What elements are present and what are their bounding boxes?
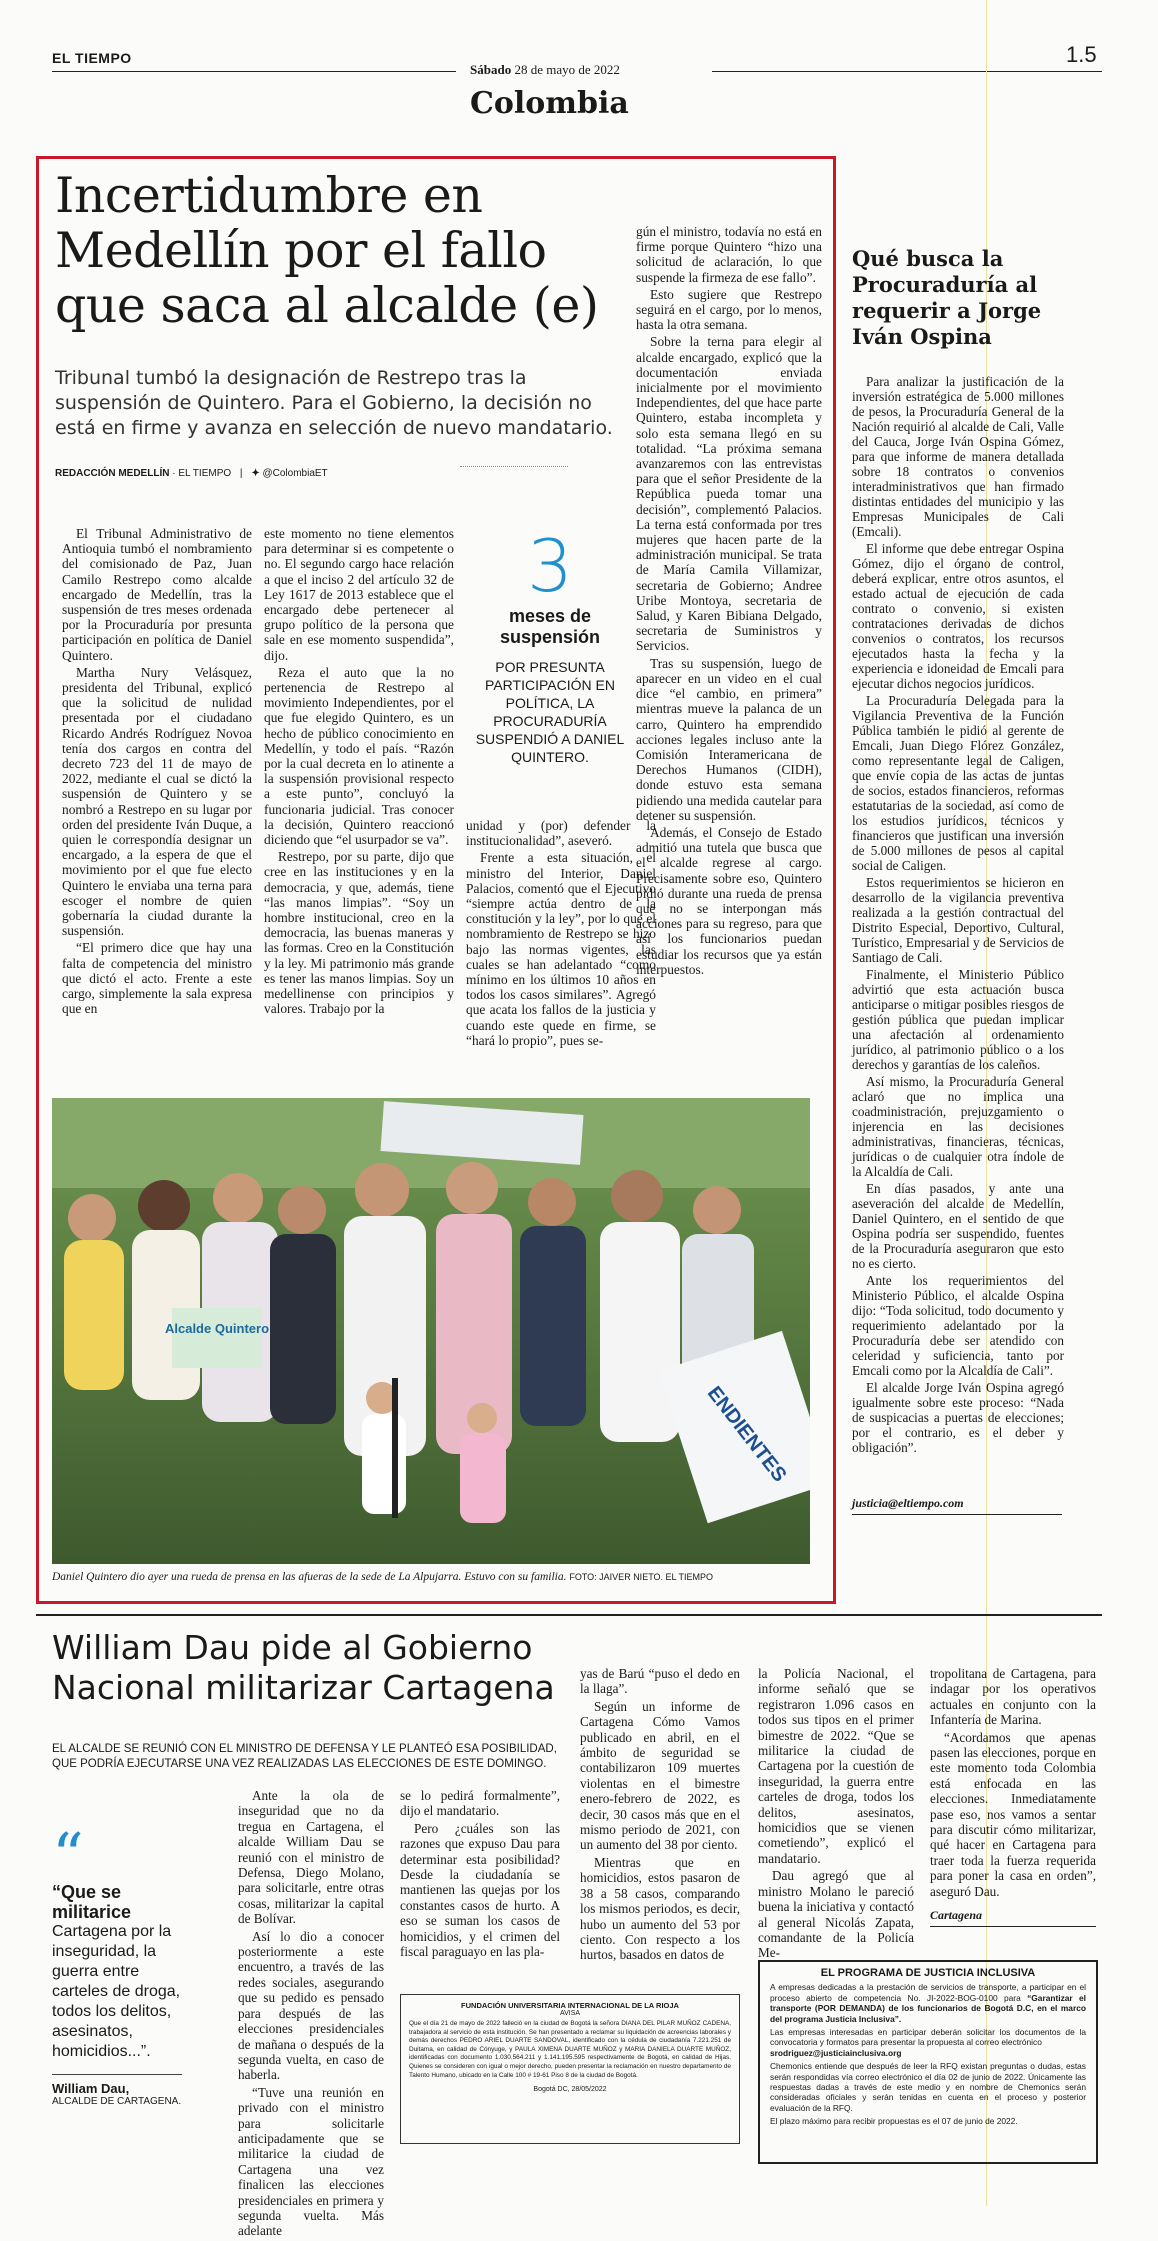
second-col3-p3: Mientras que en homicidios, estos pasaron de 38 a 58 casos, comparando los mismos periodos, es decir, hubo un aumento del 53 por ciento. Con respecto a los hurtos, basados en datos de — [580, 1854, 740, 1963]
header-rule-left — [52, 71, 456, 72]
photo-credit: FOTO: JAIVER NIETO. EL TIEMPO — [569, 1572, 714, 1582]
second-dateline: Cartagena — [930, 1908, 983, 1922]
main-col2-p2: Reza el auto que la no pertenencia de Restrepo al movimiento Independientes, por el que fue elegido Quintero, es un hecho de público conocimiento en Medellín, y todo el país. “Razón por la cual decreta en lo atinente a la suspensión provisional respecto a este punto”, concluyó la funcionaria judicial. Tras conocer la decisión, Quintero reaccionó diciendo que “el usurpador se va”. — [264, 664, 454, 848]
masthead-brand: EL TIEMPO — [52, 50, 132, 66]
main-col-2 — [264, 526, 454, 1019]
photo-sign-text: ENDIENTES — [702, 1382, 791, 1487]
pullstat — [470, 526, 630, 766]
main-col-4 — [636, 224, 822, 979]
second-col4-p1: la Policía Nacional, el informe señaló que se registraron 1.096 casos en todos sus tipos en el primer bimestre de 2022. “Que se militarice la ciudad de Cartagena por la cuestión de inseguridad, la guerra entre carteles de droga, todos los delitos, asesinatos, homicidios que se vienen cometiendo”, explicó el mandatario. — [758, 1666, 914, 1866]
byline-row — [55, 468, 328, 479]
photo-caption-row — [52, 1571, 812, 1583]
ad-p3: Chemonics entiende que después de leer la RFQ existan preguntas o dudas, estas serán respondidas vía correo electrónico el día 02 de junio de 2022. Únicamente las respuestas dadas a través de este medio y en nombre de Chemonics serán consideradas oficiales y serán tenidas en cuenta en el proceso y posterior evaluación de la RFQ. — [770, 2061, 1086, 2113]
ad-p1 — [770, 1982, 1086, 2024]
obituary-notice — [400, 1994, 740, 2144]
main-col4-p3: Sobre la terna para elegir al alcalde encargado, explicó que la documentación enviada inicialmente por el movimiento Independientes, del que hace parte Quintero, estaba incompleta y solo esta semana llegó en su totalidad. “La próxima semana avanzaremos con las entrevistas para que el señor Presidente de la República pueda tomar una decisión”, complementó Palacios. La terna está conformada por tres mujeres que hacen parte de la administración municipal. Se trata de María Camila Villamizar, secretaria de Gobierno; Andree Uribe Montoya, secretaria de Salud, y Karen Bibiana Delgado, secretaria de Suministros y Servicios. — [636, 334, 822, 654]
main-col1-p1: El Tribunal Administrativo de Antioquia tumbó el nombramiento del comisionado de Paz, Juan Camilo Restrepo como alcalde encargado de Medellín, tras la suspensión de tres meses ordenada por la Procuraduría por presunta participación en política de Daniel Quintero. — [62, 526, 252, 663]
sidebar-headline: Qué busca la Procuraduría al requerir a Jorge Iván Ospina — [852, 246, 1042, 349]
ad-p1-bold: “Garantizar el transporte (POR DEMANDA) de los funcionarios de Bogotá D.C, en el marco del programa Justicia Inclusiva”. — [770, 1992, 1087, 2024]
sidebar-p1: Para analizar la justificación de la inversión estratégica de 5.000 millones de pesos, la Procuraduría General de la Nación requirió al alcalde de Cali, Valle del Cauca, Jorge Iván Ospina Gómez, para que informe de manera detallada sobre 18 contratos o convenios interadministrativos que han firmado distintas entidades del municipio y las Empresas Municipales de Cali (Emcali). — [852, 374, 1064, 539]
sidebar-p2: El informe que debe entregar Ospina Gómez, dijo el órgano de control, deberá explicar, entre otros asuntos, el estado actual de ejecución de cada contrato o convenio, si existen contrataciones derivadas de dichos convenios o contratos, los recursos ejecutados hasta la fecha y la experiencia e idoneidad de Emcali para ejecutar dichos negocios jurídicos. — [852, 541, 1064, 691]
notice-subtitle: AVISA — [559, 2010, 581, 2017]
quote-role: ALCALDE DE CARTAGENA. — [52, 2096, 182, 2107]
sidebar-p3: La Procuraduría Delegada para la Vigilancia Preventiva de la Función Pública también le pidió al gerente de Emcali, Juan Diego Flórez González, como representante legal de Caligen, que envíe copia de las actas de juntas de socios, estados financieros, reformas estatutarias de la sociedad, así como de los estudios jurídicos, técnicos y financieros que justifican una inversión de 5.000 millones de pesos al capital social de Caligen. — [852, 693, 1064, 873]
main-col2-p1: este momento no tiene elementos para determinar si es competente o no. El segundo cargo hace relación a que el inciso 2 del artículo 32 de Ley 1617 de 2013 establece que el encargado debe pertenecer al grupo político de la persona que sale en ese momento suspendida”, dijo. — [264, 526, 454, 663]
date-text: 28 de mayo de 2022 — [514, 62, 620, 77]
main-col4-p1: gún el ministro, todavía no está en firme porque Quintero “hizo una solicitud de aclaración, lo que suspende la firmeza de ese fallo”. — [636, 224, 822, 285]
byline-outlet: · EL TIEMPO — [172, 468, 232, 479]
notice-title: FUNDACIÓN UNIVERSITARIA INTERNACIONAL DE LA RIOJA — [461, 2001, 679, 2010]
second-headline: William Dau pide al Gobierno Nacional militarizar Cartagena — [52, 1628, 555, 1707]
photo-caption: Daniel Quintero dio ayer una rueda de prensa en las afueras de la sede de La Alpujarra. Estuvo con su familia. — [52, 1571, 567, 1583]
second-col-3 — [580, 1666, 740, 1965]
main-col-1 — [62, 526, 252, 1019]
ad-title: EL PROGRAMA DE JUSTICIA INCLUSIVA — [820, 1967, 1036, 1979]
quote-author: William Dau, — [52, 2081, 130, 2096]
pullstat-number: 3 — [527, 524, 573, 608]
second-col-4 — [758, 1666, 914, 1963]
twitter-handle[interactable]: @ColombiaET — [262, 468, 328, 479]
main-col3-p2: Frente a esta situación, el ministro del Interior, Daniel Palacios, comentó que el Ejecutivo “siempre actúa dentro de la constitución y la ley”, por lo que el nombramiento de Restrepo se hizo bajo las normas vigentes, las cuales se han adelantado “como mínimo en los últimos 10 años en todos los casos similares”. Agregó que acata los fallos de la justicia y cuando este quede en firme, se “hará lo propio”, pues se- — [466, 850, 656, 1048]
pullstat-text: POR PRESUNTA PARTICIPACIÓN EN POLÍTICA, LA PROCURADURÍA SUSPENDIÓ A DANIEL QUINTERO. — [475, 659, 625, 765]
main-headline: Incertidumbre en Medellín por el fallo que saca al alcalde (e) — [55, 167, 599, 334]
sidebar-body — [852, 374, 1064, 1457]
sidebar-p4: Estos requerimientos se hicieron en desarrollo de la vigilancia preventiva realizada a la gestión contractual del Distrito Especial, Deportivo, Cultural, Turístico, Empresarial y de Servicios de Santiago de Cali. — [852, 875, 1064, 965]
second-col3-p1: yas de Barú “puso el dedo en la llaga”. — [580, 1666, 740, 1697]
sidebar-p6: Así mismo, la Procuraduría General aclaró que no implica una coadministración, prejuzgamiento o injerencia en las decisiones administrativas, financieras, técnicas, jurídicas o de cualquier otra índole de la Alcaldía de Cali. — [852, 1074, 1064, 1179]
ad-p4: El plazo máximo para recibir propuestas es el 07 de junio de 2022. — [770, 2116, 1018, 2127]
photo-shirt-text: Alcalde Quintero — [164, 1321, 270, 1336]
quote-lead: “Que se militarice — [52, 1882, 132, 1922]
main-col4-p5: Además, el Consejo de Estado admitió una tutela que busca que el alcalde regrese al cargo. Precisamente sobre eso, Quintero pidió durante una rueda de prensa que no se interpongan más acciones para su regreso, para que así los funcionarios puedan estudiar los recursos que ya están interpuestos. — [636, 824, 822, 977]
second-end-rule — [930, 1926, 1096, 1927]
second-col4-p2: Dau agregó que al ministro Molano le pareció buena la iniciativa y contactó al general Nicolás Zapata, comandante de la Policía Me- — [758, 1868, 914, 1961]
ad-p1-text: A empresas dedicadas a la prestación de servicios de transporte, a participar en el proceso abierto de competencia No. JI-2022-BOG-0100 para — [770, 1982, 1086, 2003]
main-col1-p2: Martha Nury Velásquez, presidenta del Tribunal, explicó que la solicitud de nulidad presentada por el ciudadano Ricardo Andrés Rodríguez Novoa tenía dos cargos en contra del decreto 723 del 11 de mayo de 2022, mediante el cual se dictó la suspensión de Quintero y se nombró a Restrepo en su lugar por orden del presidente Iván Duque, a quien le correspondía designar un encargado, a la espera de que el movimiento por el que fue electo Quintero le enviaba una terna para escoger el nombre de quien gobernaría la ciudad durante la suspensión. — [62, 664, 252, 939]
quote-block — [52, 1819, 190, 2107]
main-col2-p3: Restrepo, por su parte, dijo que cree en las instituciones y en la democracia, y que, además, tiene “las manos limpias”. “Soy un hombre institucional, creo en la democracia, las buenas maneras y las formas. Creo en la Constitución y la ley. Mi patrimonio más grande es tener las manos limpias. Soy un medellinense con principios y valores. Trabajo por la — [264, 849, 454, 1017]
sidebar-p7: En días pasados, y ante una aseveración del alcalde de Medellín, Daniel Quintero, en el sentido de que Ospina podría ser suspendido, fuentes de la Procuraduría aseguraron que esto no es cierto. — [852, 1181, 1064, 1271]
byline-divider: | — [239, 468, 243, 479]
sidebar-p5: Finalmente, el Ministerio Público advirtió que esta actuación busca anticiparse o mitigar posibles riesgos de gestión pública que puedan implicar una afectación al ordenamiento jurídico, al patrimonio público o a los derechos y garantías de los caleños. — [852, 967, 1064, 1072]
twitter-icon: ✦ — [251, 468, 260, 479]
ad-p2: Las empresas interesadas en participar deberán solicitar los documentos de la convocatoria y formatos para presentar la propuesta al correo electrónico — [770, 2027, 1086, 2048]
sidebar-p8: Ante los requerimientos del Ministerio Público, el alcalde Ospina dijo: “Toda solicitud, todo documento y requerimiento adelantado por la Procuraduría debe ser atendido con celeridad y suficiencia, tanto por Emcali como por la Alcaldía de Cali”. — [852, 1273, 1064, 1378]
second-col2-p1: se lo pedirá formalmente”, dijo el mandatario. — [400, 1788, 560, 1819]
header-date — [470, 62, 620, 78]
photo-illustration — [52, 1098, 810, 1564]
date-prefix: Sábado — [470, 62, 512, 77]
second-col5-p2: “Acordamos que apenas pasen las elecciones, porque en este momento toda Colombia está enfocada en las elecciones. Inmediatamente pase eso, nos vamos a sentar para discutir cómo militarizar, qué hacer en Cartagena para traer toda la fuerza requerida para poner la casa en orden”, aseguró Dau. — [930, 1729, 1096, 1899]
section-divider — [36, 1614, 1102, 1616]
justice-program-ad — [758, 1960, 1098, 2164]
pullstat-label: meses de suspensión — [499, 606, 601, 647]
second-col5-p1: tropolitana de Cartagena, para indagar por los operativos actuales en conjunto con la Infantería de Marina. — [930, 1666, 1096, 1728]
second-col1-p1: Ante la ola de inseguridad que no da tregua en Cartagena, el alcalde William Dau se reunió con el ministro de Defensa, Diego Molano, para solicitarle, entre otras cosas, militarizar la capital de Bolívar. — [238, 1788, 384, 1927]
notice-body: Que el día 21 de mayo de 2022 falleció en la ciudad de Bogotá la señora DIANA DEL PILAR MUÑOZ CADENA, trabajadora al servicio de esta institución. Se han presentado a reclamar su liquidación de acreencias laborales y demás derechos PEDRO ARIEL DUARTE SANDOVAL, identificado con la cédula de ciudadanía 7.221.251 de Duitama, en calidad de Cónyuge, y PAULA XIMENA DUARTE MUÑOZ y MARIA DANIELA DUARTE MUÑOZ, identificadas con documento 1.030.564.211 y 1.141.195.595 respectivamente de Bogotá, en calidad de Hijas. Quienes se consideren con igual o mejor derecho, pueden presentar la reclamación en nuestro departamento de Talento Humano, ubicado en la Calle 100 # 19-61 Piso 8 de la ciudad de Bogotá. — [409, 2020, 731, 2079]
second-col1-p3: “Tuve una reunión en privado con el ministro para solicitarle anticipadamente que se militarice la ciudad de Cartagena una vez finalicen las elecciones presidenciales en primera y segunda vuelta. Más adelante — [238, 2084, 384, 2239]
quote-mark-icon: “ — [52, 1819, 84, 1892]
section-title: Colombia — [470, 86, 629, 121]
byline-author: REDACCIÓN MEDELLÍN — [55, 468, 170, 479]
main-col1-p3: “El primero dice que hay una falta de competencia del ministro que dictó el acto. Frente a este cargo, simplemente la sala expresa que en — [62, 940, 252, 1017]
notice-footer: Bogotá DC, 28/05/2022 — [533, 2086, 607, 2094]
page-number: 1.5 — [1066, 42, 1097, 67]
main-col4-p2: Esto sugiere que Restrepo seguirá en el cargo, por lo menos, hasta la otra semana. — [636, 286, 822, 333]
second-col-5 — [930, 1666, 1096, 1901]
main-deck: Tribunal tumbó la designación de Restrepo tras la suspensión de Quintero. Para el Gobierno, la decisión no está en firme y avanza en selección de nuevo mandatario. — [55, 367, 613, 439]
second-deck: EL ALCALDE SE REUNIÓ CON EL MINISTRO DE DEFENSA Y LE PLANTEÓ ESA POSIBILIDAD, QUE PODRÍA EJECUTARSE UNA VEZ REALIZADAS LAS ELECCIONES DE ESTE DOMINGO. — [52, 1743, 557, 1770]
sidebar-end-rule — [852, 1514, 1062, 1515]
quote-body: Cartagena por la inseguridad, la guerra entre carteles de droga, todos los delitos, asesinatos, homicidios...”. — [52, 1923, 181, 2060]
second-col3-p2: Según un informe de Cartagena Cómo Vamos publicado en abril, en el ámbito de seguridad se contabilizaron 109 muertes violentas en el bimestre enero-febrero de 2022, es decir, 30 casos más que en el mismo periodo de 2021, con un aumento del 38 por ciento. — [580, 1698, 740, 1853]
sidebar-p9: El alcalde Jorge Iván Ospina agregó igualmente sobre este proceso: “Nada de suspicacias a puertas de elecciones; por el contrario, es el deber y obligación”. — [852, 1380, 1064, 1455]
press-conference-photo — [52, 1098, 810, 1564]
header-rule-right — [712, 71, 1102, 72]
main-col3-p1: unidad y (por) defender la institucionalidad”, aseveró. — [466, 818, 656, 849]
shirt-print — [172, 1308, 262, 1368]
byline-dots — [460, 466, 568, 467]
quote-rule — [52, 2074, 182, 2075]
microphone-stand — [392, 1378, 398, 1518]
second-col1-p2: Así lo dio a conocer posteriormente a este encuentro, a través de las redes sociales, asegurando que su pedido es pensado para después de las elecciones presidenciales de mañana o después de la segunda vuelta, en caso de haberla. — [238, 1928, 384, 2083]
second-col-1 — [238, 1788, 384, 2241]
second-col-2 — [400, 1788, 560, 1961]
second-col2-p2: Pero ¿cuáles son las razones que expuso Dau para determinar esta posibilidad? Desde la ciudadanía se mantienen las quejas por los constantes casos de hurto. A eso se suman los casos de homicidios, y el crimen del fiscal paraguayo en las pla- — [400, 1820, 560, 1960]
main-col4-p4: Tras su suspensión, luego de aparecer en un video en el cual dice “el cambio, en primera” mientras mueve la palanca de un carro, Quintero ha emprendido acciones legales incluso ante la Comisión Interamericana de Derechos Humanos (CIDH), donde estuvo esta semana pidiendo una medida cautelar para detener su suspensión. — [636, 655, 822, 823]
main-col-3 — [466, 818, 656, 1050]
ad-email[interactable]: srodriguez@justiciainclusiva.org — [770, 2047, 902, 2058]
sidebar-email[interactable]: justicia@eltiempo.com — [852, 1496, 964, 1510]
